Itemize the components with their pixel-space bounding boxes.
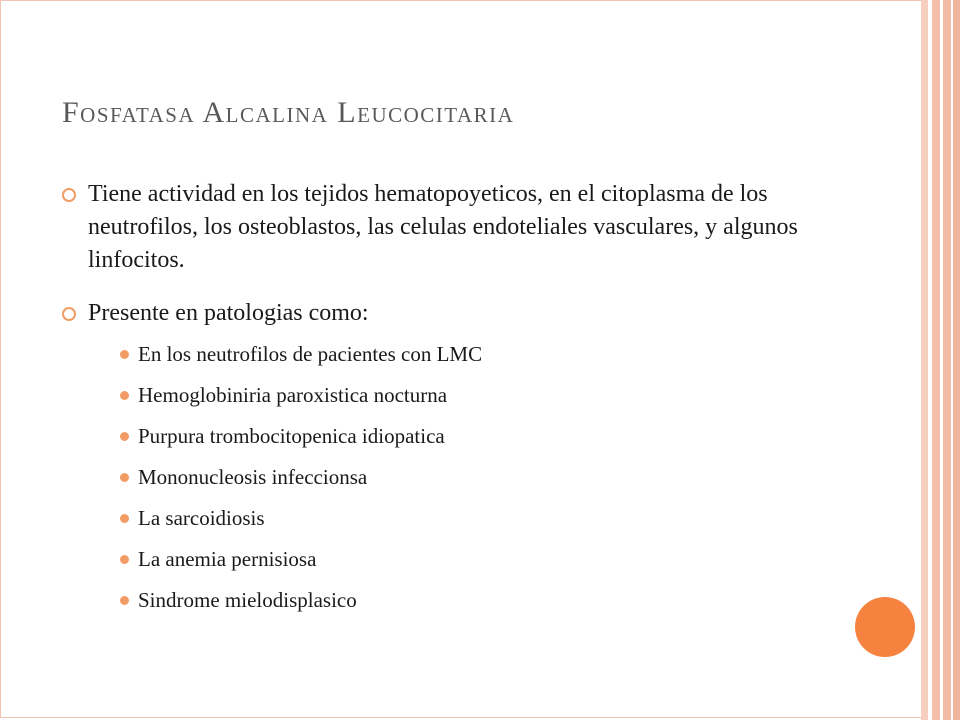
sub-bullet-item xyxy=(100,342,842,366)
dot-bullet-icon xyxy=(120,473,129,482)
dot-bullet-icon xyxy=(120,350,129,359)
bullet-item xyxy=(62,297,842,612)
bullet-list xyxy=(62,178,842,612)
slide-title: Fosfatasa Alcalina Leucocitaria xyxy=(62,96,515,129)
sub-bullet-text: En los neutrofilos de pacientes con LMC xyxy=(138,342,483,366)
bullet-text: Presente en patologias como: xyxy=(88,300,369,326)
decorative-circle-icon xyxy=(855,597,915,657)
dot-bullet-icon xyxy=(120,432,129,441)
ring-bullet-icon xyxy=(62,188,76,202)
sub-bullet-item xyxy=(100,424,842,448)
sub-bullet-text: La sarcoidiosis xyxy=(138,506,265,530)
sub-bullet-text: Sindrome mielodisplasico xyxy=(138,588,357,612)
dot-bullet-icon xyxy=(120,596,129,605)
decorative-stripe xyxy=(943,0,951,720)
sub-bullet-text: Purpura trombocitopenica idiopatica xyxy=(138,424,445,448)
decorative-stripe xyxy=(921,0,928,720)
bullet-item xyxy=(62,178,842,277)
decorative-stripe xyxy=(932,0,940,720)
sub-bullet-item xyxy=(100,506,842,530)
sub-bullet-text: Hemoglobiniria paroxistica nocturna xyxy=(138,383,448,407)
sub-bullet-item xyxy=(100,465,842,489)
dot-bullet-icon xyxy=(120,514,129,523)
ring-bullet-icon xyxy=(62,307,76,321)
decorative-stripe xyxy=(953,0,960,720)
dot-bullet-icon xyxy=(120,555,129,564)
slide-content xyxy=(62,178,842,629)
sub-bullet-item xyxy=(100,588,842,612)
sub-bullet-list xyxy=(88,342,842,612)
sub-bullet-text: Mononucleosis infeccionsa xyxy=(138,465,368,489)
sub-bullet-item xyxy=(100,547,842,571)
sub-bullet-item xyxy=(100,383,842,407)
bullet-text: Tiene actividad en los tejidos hematopoyeticos, en el citoplasma de los neutrofilos, los osteoblastos, las celulas endoteliales vasculares, y algunos linfocitos. xyxy=(88,181,798,273)
dot-bullet-icon xyxy=(120,391,129,400)
sub-bullet-text: La anemia pernisiosa xyxy=(138,547,317,571)
